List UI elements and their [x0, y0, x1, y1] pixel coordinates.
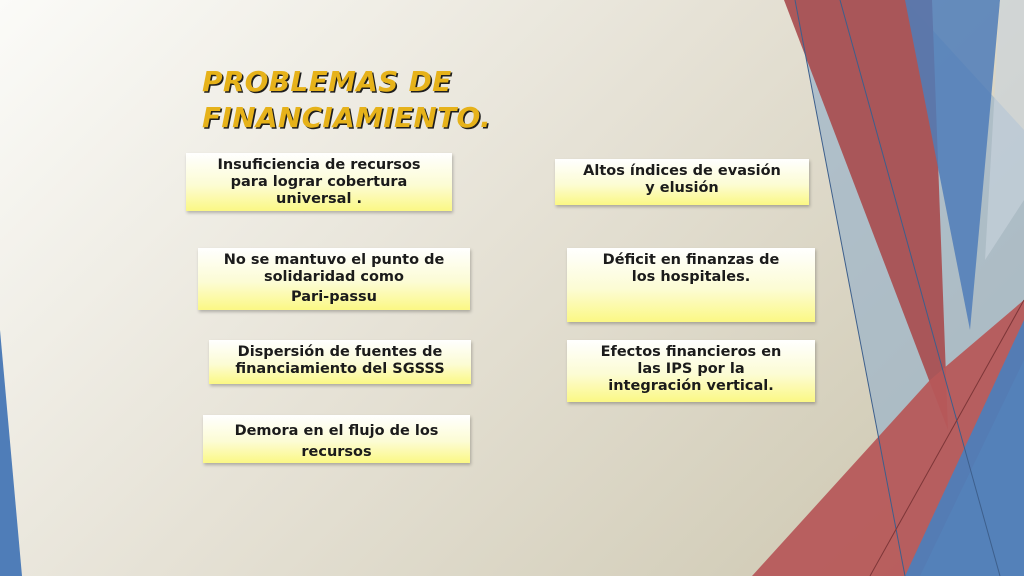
box-line: Altos índices de evasión: [583, 163, 781, 179]
box-line: Déficit en finanzas de: [602, 252, 780, 268]
box-line: los hospitales.: [631, 269, 751, 285]
box-line: solidaridad como: [263, 269, 405, 285]
problem-box-demora-flujo: [203, 415, 470, 463]
box-line: para lograr cobertura: [230, 174, 408, 190]
box-line: las IPS por la: [637, 361, 745, 377]
box-line: recursos: [301, 444, 372, 460]
box-line: Demora en el flujo de los: [234, 423, 439, 439]
box-line: Pari-passu: [291, 289, 377, 305]
problem-box-efectos-ips: [567, 340, 815, 402]
problem-box-evasion-elusion: [555, 159, 809, 205]
problem-box-deficit-hospitales: [567, 248, 815, 322]
problem-box-insuficiencia-recursos: [186, 153, 452, 211]
box-line: universal .: [276, 191, 362, 207]
box-line: financiamiento del SGSSS: [235, 361, 445, 377]
box-line: y elusión: [645, 180, 719, 196]
box-line: integración vertical.: [608, 378, 774, 394]
problem-box-dispersion-fuentes: [209, 340, 471, 384]
box-line: Efectos financieros en: [600, 344, 782, 360]
box-line: No se mantuvo el punto de: [223, 252, 445, 268]
problem-box-punto-solidaridad: [198, 248, 470, 310]
box-line: Dispersión de fuentes de: [237, 344, 443, 360]
slide-title: PROBLEMAS DE FINANCIAMIENTO.: [202, 65, 491, 134]
box-line: Insuficiencia de recursos: [217, 157, 421, 173]
decor-left-blue-shape: [0, 330, 22, 576]
